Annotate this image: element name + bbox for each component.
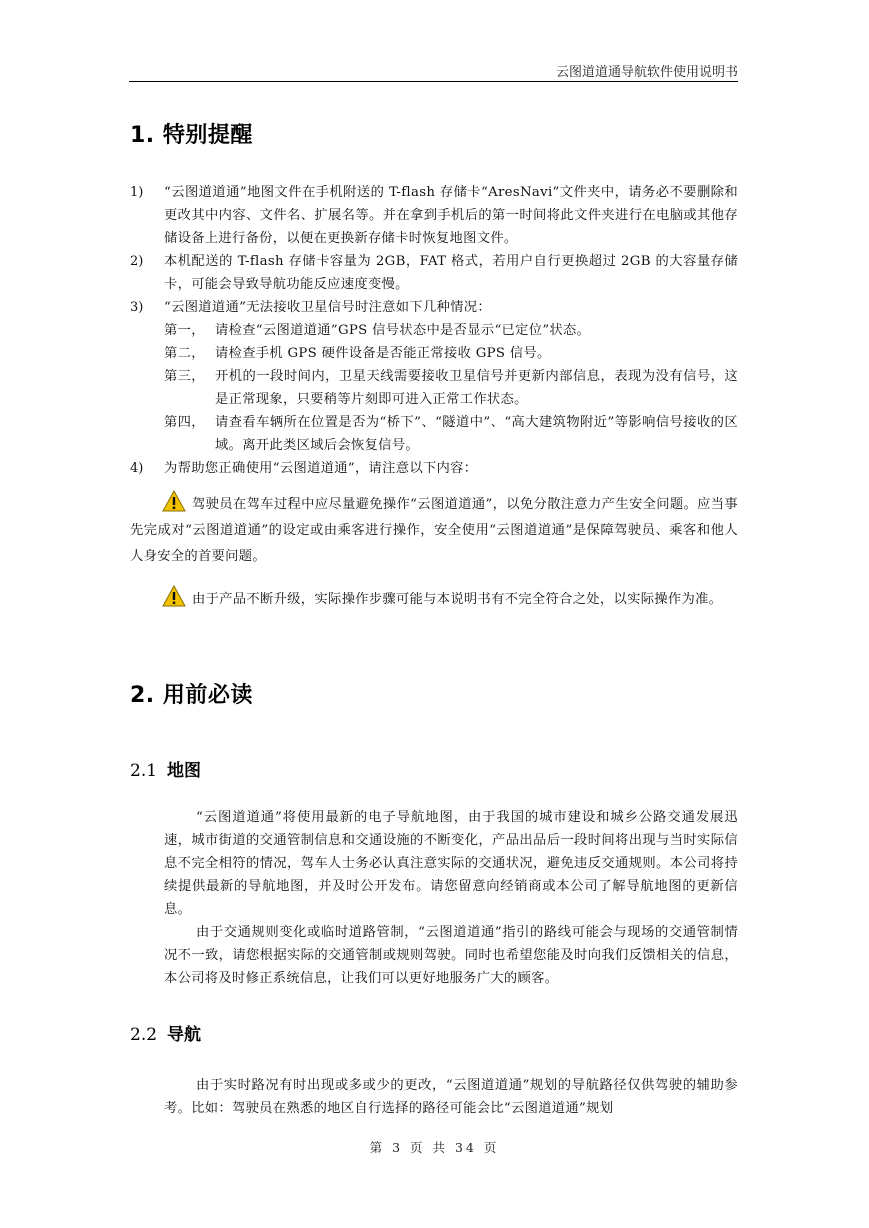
subsection-2-1-heading <box>130 756 201 781</box>
sub-item-3: 开机的一段时间内，卫星天线需要接收卫星信号并更新内部信息，表现为没有信号，这是正常现象，只要稍等片刻即可进入正常工作状态。 <box>215 369 738 407</box>
warning-triangle-icon <box>162 490 186 512</box>
subsection-title: 地图 <box>167 761 202 781</box>
section-1-heading: 1. 特别提醒 <box>130 123 253 148</box>
list-marker-3: 3) <box>130 300 144 315</box>
subsection-title: 导航 <box>167 1025 202 1045</box>
list-item-4: 为帮助您正确使用“云图道道通”，请注意以下内容： <box>164 461 478 476</box>
map-paragraph-2: 由于交通规则变化或临时道路管制，“云图道道通”指引的路线可能会与现场的交通管制情况不一致，请您根据实际的交通管制或规则驾驶。同时也希望您能及时向我们反馈相关的信息，本公司将及时修正系统信息，让我们可以更好地服务广大的顾客。 <box>164 925 738 986</box>
sub-item-label-2: 第二， <box>164 346 205 361</box>
nav-paragraph-1: 由于实时路况有时出现或多或少的更改，“云图道道通”规划的导航路径仅供驾驶的辅助参考。比如：驾驶员在熟悉的地区自行选择的路径可能会比“云图道道通”规划 <box>164 1078 738 1116</box>
warning-text-2: 由于产品不断升级，实际操作步骤可能与本说明书有不完全符合之处，以实际操作为准。 <box>192 592 723 607</box>
subsection-number: 2.2 <box>130 1025 158 1045</box>
sub-item-label-3: 第三， <box>164 369 205 384</box>
list-item-1: “云图道道通”地图文件在手机附送的 T-flash 存储卡“AresNavi”文件夹中，请务必不要删除和更改其中内容、文件名、扩展名等。并在拿到手机后的第一时间将此文件夹进行在电脑或其他存储设备上进行备份，以便在更换新存储卡时恢复地图文件。 <box>164 185 738 246</box>
list-marker-1: 1) <box>130 185 144 200</box>
list-item-3: “云图道道通”无法接收卫星信号时注意如下几种情况： <box>164 300 491 315</box>
header-title: 云图道道通导航软件使用说明书 <box>555 65 738 80</box>
section-2-heading: 2. 用前必读 <box>130 683 253 708</box>
page-footer: 第 3 页 共 34 页 <box>369 1140 500 1155</box>
sub-item-label-1: 第一， <box>164 323 205 338</box>
warning-text-1: 驾驶员在驾车过程中应尽量避免操作“云图道道通”，以免分散注意力产生安全问题。应当事先完成对“云图道道通”的设定或由乘客进行操作，安全使用“云图道道通”是保障驾驶员、乘客和他人人身安全的首要问题。 <box>130 497 738 564</box>
map-paragraph-1: “云图道道通”将使用最新的电子导航地图，由于我国的城市建设和城乡公路交通发展迅速，城市街道的交通管制信息和交通设施的不断变化，产品出品后一段时间将出现与当时实际信息不完全相符的情况，驾车人士务必认真注意实际的交通状况，避免违反交通规则。本公司将持续提供最新的导航地图，并及时公开发布。请您留意向经销商或本公司了解导航地图的更新信息。 <box>164 810 738 917</box>
sub-item-2: 请检查手机 GPS 硬件设备是否能正常接收 GPS 信号。 <box>215 346 551 361</box>
header-rule <box>129 81 738 82</box>
list-item-2: 本机配送的 T-flash 存储卡容量为 2GB，FAT 格式，若用户自行更换超过 2GB 的大容量存储卡，可能会导致导航功能反应速度变慢。 <box>164 254 738 292</box>
subsection-2-2-heading <box>130 1020 201 1045</box>
subsection-number: 2.1 <box>130 761 158 781</box>
sub-item-label-4: 第四， <box>164 415 205 430</box>
sub-item-1: 请检查“云图道道通”GPS 信号状态中是否显示“已定位”状态。 <box>215 323 591 338</box>
warning-paragraph-2 <box>130 585 738 613</box>
warning-paragraph-1 <box>130 490 738 570</box>
sub-item-4: 请查看车辆所在位置是否为“桥下”、“隧道中”、“高大建筑物附近”等影响信号接收的区域。离开此类区域后会恢复信号。 <box>215 415 738 453</box>
list-marker-4: 4) <box>130 461 144 476</box>
list-marker-2: 2) <box>130 254 144 269</box>
warning-triangle-icon <box>162 585 186 607</box>
